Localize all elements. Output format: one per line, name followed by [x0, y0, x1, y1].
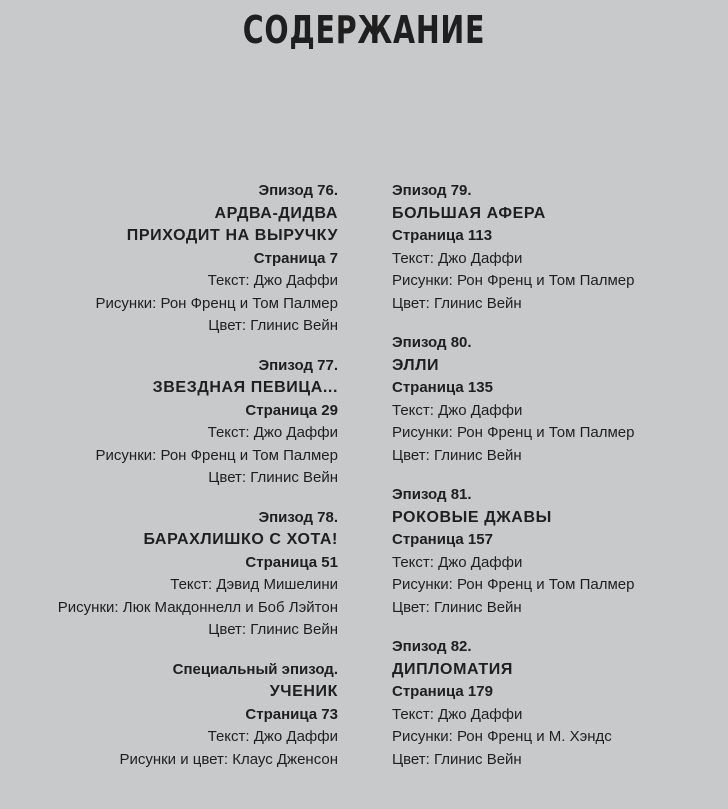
contents-left-column — [8, 180, 338, 771]
episode-77-writer: Текст: Джо Даффи — [207, 424, 338, 441]
episode-79-colorist: Цвет: Глинис Вейн — [392, 294, 522, 312]
episode-82-colorist: Цвет: Глинис Вейн — [392, 750, 522, 768]
episode-77-label: Эпизод 77. — [258, 356, 338, 374]
special-episode-artist-colorist: Рисунки и цвет: Клаус Дженсон — [119, 750, 338, 768]
episode-82-artists: Рисунки: Рон Френц и М. Хэндс — [392, 728, 612, 745]
episode-82-page: Страница 179 — [392, 683, 493, 700]
episode-78-entry — [8, 507, 338, 642]
episode-81-artists: Рисунки: Рон Френц и Том Палмер — [392, 576, 635, 593]
episode-78-label: Эпизод 78. — [258, 508, 338, 526]
episode-80-colorist: Цвет: Глинис Вейн — [392, 446, 522, 464]
episode-77-colorist: Цвет: Глинис Вейн — [208, 469, 338, 486]
episode-80-artists: Рисунки: Рон Френц и Том Палмер — [392, 424, 635, 441]
episode-76-title-line-1: АРДВА-ДИДВА — [214, 204, 338, 222]
episode-81-title-line-1: РОКОВЫЕ ДЖАВЫ — [392, 508, 552, 526]
special-episode-label: Специальный эпизод. — [172, 660, 338, 678]
episode-76-artists: Рисунки: Рон Френц и Том Палмер — [95, 294, 338, 312]
episode-78-page: Страница 51 — [245, 553, 338, 571]
episode-76-title-line-2: ПРИХОДИТ НА ВЫРУЧКУ — [126, 227, 338, 244]
episode-76-writer: Текст: Джо Даффи — [207, 272, 338, 289]
episode-81-colorist: Цвет: Глинис Вейн — [392, 598, 522, 616]
episode-77-page: Страница 29 — [245, 401, 338, 419]
special-episode-entry — [8, 659, 338, 772]
episode-82-entry — [392, 636, 722, 771]
episode-79-artists: Рисунки: Рон Френц и Том Палмер — [392, 272, 635, 289]
page-title: СОДЕРЖАНИЕ — [242, 8, 486, 52]
episode-76-colorist: Цвет: Глинис Вейн — [208, 317, 338, 334]
episode-82-writer: Текст: Джо Даффи — [392, 705, 523, 723]
episode-76-entry — [8, 180, 338, 338]
episode-76-page: Страница 7 — [253, 249, 338, 267]
episode-81-page: Страница 157 — [392, 531, 493, 548]
special-episode-page: Страница 73 — [245, 705, 338, 723]
episode-80-label: Эпизод 80. — [392, 334, 472, 351]
episode-81-entry — [392, 484, 722, 619]
episode-78-colorist: Цвет: Глинис Вейн — [208, 621, 338, 638]
special-episode-writer: Текст: Джо Даффи — [207, 728, 338, 745]
episode-81-label: Эпизод 81. — [392, 486, 472, 503]
episode-79-writer: Текст: Джо Даффи — [392, 249, 523, 267]
episode-77-title-line-1: ЗВЕЗДНАЯ ПЕВИЦА... — [152, 379, 338, 396]
episode-76-label: Эпизод 76. — [258, 182, 338, 199]
contents-right-column — [392, 180, 722, 771]
episode-79-entry — [392, 180, 722, 315]
episode-80-title-line-1: ЭЛЛИ — [392, 356, 440, 374]
special-episode-title-line-1: УЧЕНИК — [269, 683, 338, 700]
episode-80-page: Страница 135 — [392, 379, 493, 396]
episode-79-label: Эпизод 79. — [392, 182, 472, 199]
episode-81-writer: Текст: Джо Даффи — [392, 553, 523, 571]
episode-78-artists: Рисунки: Люк Макдоннелл и Боб Лэйтон — [57, 598, 338, 616]
episode-80-writer: Текст: Джо Даффи — [392, 401, 523, 419]
episode-80-entry — [392, 332, 722, 467]
episode-77-entry — [8, 355, 338, 490]
episode-79-title-line-1: БОЛЬШАЯ АФЕРА — [392, 204, 546, 222]
episode-78-title-line-1: БАРАХЛИШКО С ХОТА! — [143, 531, 338, 548]
episode-79-page: Страница 113 — [392, 227, 493, 244]
episode-82-label: Эпизод 82. — [392, 638, 472, 655]
episode-77-artists: Рисунки: Рон Френц и Том Палмер — [95, 446, 338, 464]
episode-82-title-line-1: ДИПЛОМАТИЯ — [392, 660, 513, 678]
episode-78-writer: Текст: Дэвид Мишелини — [170, 576, 338, 593]
